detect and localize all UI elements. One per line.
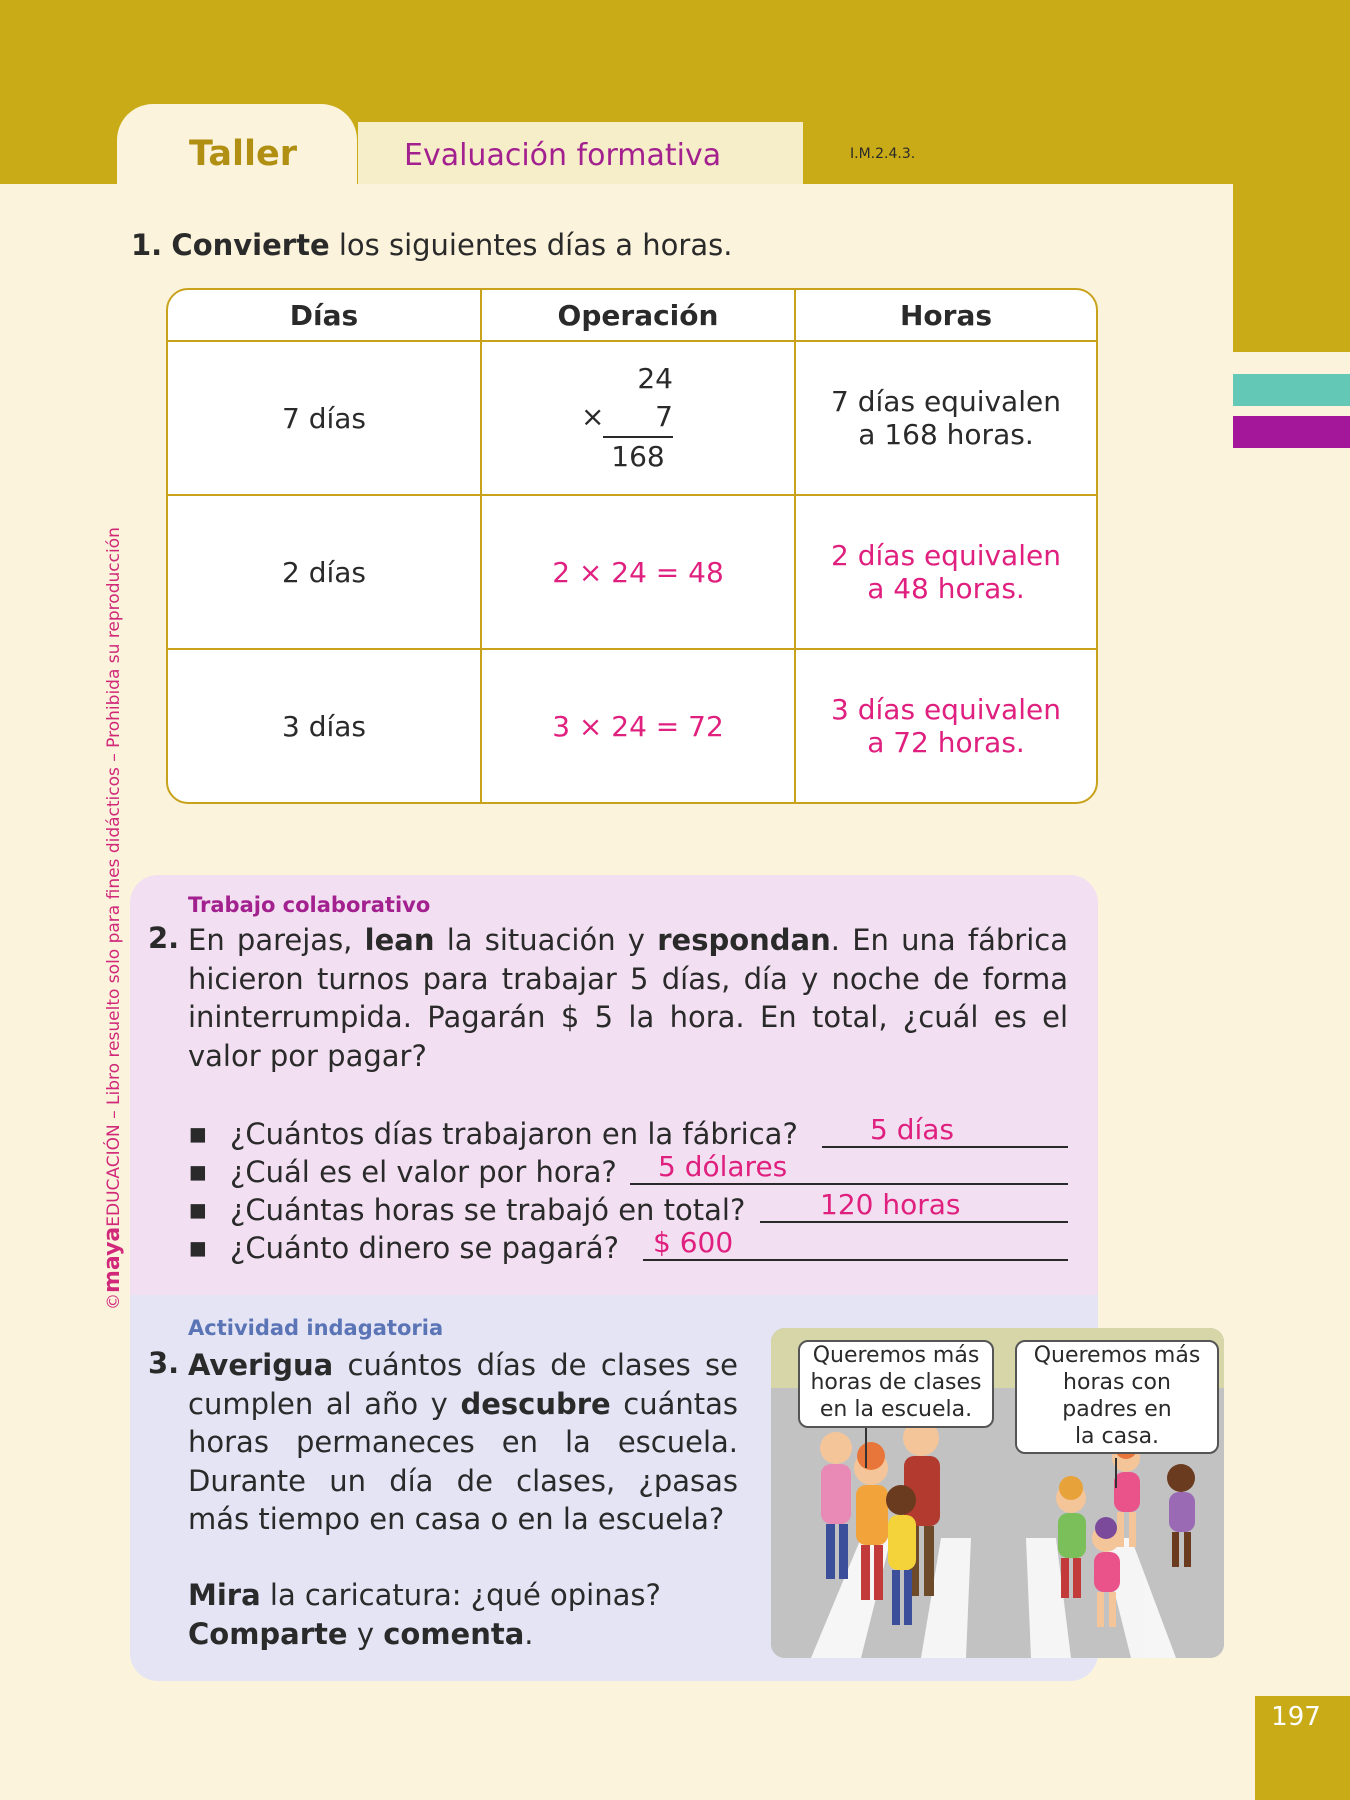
cell-dias: 3 días xyxy=(168,648,480,802)
cell-operacion xyxy=(480,342,794,494)
cartoon-illustration xyxy=(771,1328,1224,1658)
header-dias: Días xyxy=(168,290,480,342)
question-number: 2. xyxy=(148,921,180,955)
table-row xyxy=(168,342,1096,494)
table-row xyxy=(168,648,1096,802)
answer-field[interactable]: 5 dólares xyxy=(630,1150,1068,1185)
question-number: 3. xyxy=(148,1346,180,1380)
question-1: 1. Convierte los siguientes días a horas. xyxy=(131,228,733,262)
cell-dias: 7 días xyxy=(281,401,366,435)
page-number: 197 xyxy=(1271,1702,1321,1732)
speech-bubble-left: Queremos más horas de clases en la escuela. xyxy=(798,1340,994,1428)
answer-field[interactable]: 5 días xyxy=(822,1113,1068,1148)
page-background xyxy=(5,184,1233,204)
question-3-prompt: Mira la caricatura: ¿qué opinas? Comparte y comenta. xyxy=(188,1578,661,1651)
brand-logo: maya xyxy=(100,1226,125,1293)
cell-dias: 2 días xyxy=(168,494,480,648)
cell-operacion: 2 × 24 = 48 xyxy=(480,494,794,648)
tab-taller-label: Taller xyxy=(189,134,297,174)
magenta-stripe xyxy=(1233,416,1350,448)
vertical-multiplication: 24 × 7 168 xyxy=(581,362,673,473)
answer-field[interactable]: $ 600 xyxy=(643,1226,1068,1261)
header-horas: Horas xyxy=(794,290,1096,342)
speech-bubble-right: Queremos más horas con padres en la casa. xyxy=(1015,1340,1219,1454)
tab-taller xyxy=(117,104,357,186)
cell-horas: 2 días equivalen a 48 horas. xyxy=(794,494,1096,648)
table-header-row xyxy=(168,290,1096,342)
cell-operacion: 3 × 24 = 72 xyxy=(480,648,794,802)
answer-field[interactable]: 120 horas xyxy=(760,1188,1068,1223)
question-3-text: Averigua cuántos días de clases se cumplen al año y descubre cuántas horas permaneces en la escuela. Durante un día de clases, ¿pasas más tiempo en casa o en la escuela? xyxy=(188,1348,739,1536)
tab-evaluacion-label: Evaluación formativa xyxy=(404,138,722,173)
conversion-table xyxy=(166,288,1098,804)
teal-stripe xyxy=(1233,374,1350,406)
header-operacion: Operación xyxy=(480,290,794,342)
tab-evaluacion xyxy=(358,122,803,184)
table-row xyxy=(168,494,1096,648)
section-label: Actividad indagatoria xyxy=(188,1316,444,1340)
curriculum-code: I.M.2.4.3. xyxy=(850,146,916,162)
right-band xyxy=(1233,0,1350,352)
copyright-sidebar: ©mayaEDUCACIÓN – Libro resuelto solo para fines didácticos – Prohibida su reproducción xyxy=(100,527,125,1310)
cell-horas: 7 días equivalen a 168 horas. xyxy=(794,342,1096,494)
cell-horas: 3 días equivalen a 72 horas. xyxy=(794,648,1096,802)
question-2-text: En parejas, lean la situación y respondan. En una fábrica hicieron turnos para trabajar 5 días, día y noche de forma ininterrumpida. Pagarán $ 5 la hora. En total, ¿cuál es el valor por pagar? xyxy=(188,923,1068,1073)
section-label: Trabajo colaborativo xyxy=(188,893,431,917)
